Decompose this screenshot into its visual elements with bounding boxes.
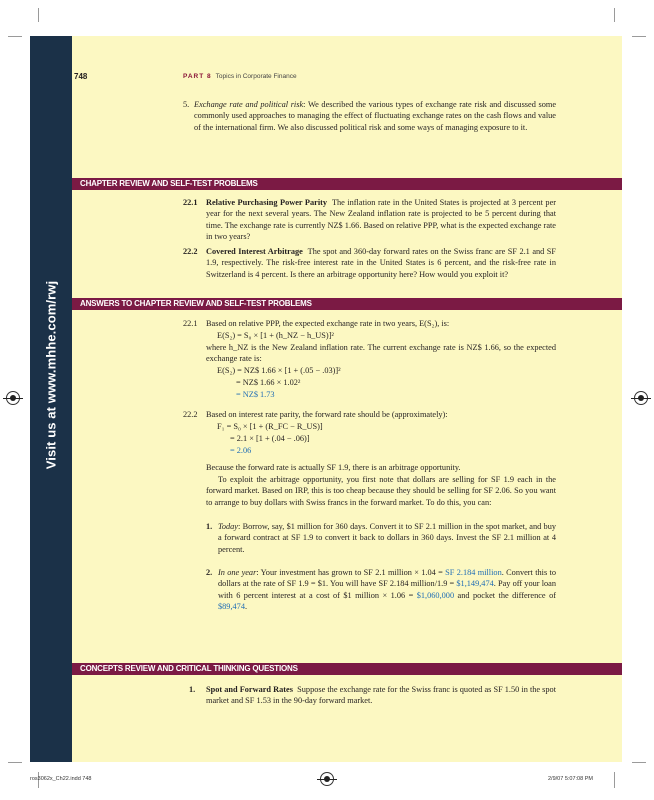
equation-result: = 2.06 [230,446,252,455]
section-banner-answers: ANSWERS TO CHAPTER REVIEW AND SELF-TEST PROBLEMS [72,298,622,310]
step-one-year: In one year: Your investment has grown to SF 2.1 million × 1.04 = SF 2.184 million. Convert this to dollars at the rate of SF 1.9 = $1. You will have SF 2.184 million/1.9 = $1,149,474. Pay off your loan with 6 percent interest at a cost of $1 million × 1.06 = $1,060,000 and pocket the difference of $89,474. [218,568,556,611]
problem-number: 22.1 [183,198,198,207]
problem-22-2: Covered Interest Arbitrage The spot and 360-day forward rates on the Swiss franc are SF 2.1 and SF 1.9, respectively. The risk-free interest rate in the United States is 6 percent, and the risk-free rate in Switzerland is 4 percent. Is there an arbitrage opportunity here? How would you exploit it? [206,247,557,279]
sidebar-url: Visit us at www.mhhe.com/rwj [43,280,59,470]
registration-mark-icon [634,391,648,405]
equation: E(S₂) = NZ$ 1.66 × [1 + (.05 − .03)]² [217,366,341,375]
registration-mark-icon [6,391,20,405]
footer-file: ros3062x_Ch22.indd 748 [30,776,92,782]
equation: F₁ = S₀ × [1 + (R_FC − R_US)] [217,422,323,431]
page-number: 748 [74,72,88,81]
question-number: 1. [189,685,196,694]
step-today: Today: Borrow, say, $1 million for 360 days. Convert it to SF 2.1 million in the spot market, and buy a forward contract at SF 1.9 to convert it back to dollars in 360 days. Invest the SF 2.1 million at 4 percent. [218,522,556,554]
problem-number: 22.2 [183,247,198,256]
answer-paragraph: Because the forward rate is actually SF 1.9, there is an arbitrage opportunity. [206,463,461,472]
section-banner-review: CHAPTER REVIEW AND SELF-TEST PROBLEMS [72,178,622,190]
equation: = 2.1 × [1 + (.04 − .06)] [230,434,310,443]
problem-22-1: Relative Purchasing Power Parity The inflation rate in the United States is projected at 3 percent per year for the next several years. The New Zealand inflation rate is projected to be 5 percent during that time. The exchange rate is currently NZ$ 1.66. Based on relative PPP, what is the expected exchange rate in two years? [206,198,557,241]
answer-intro: Based on interest rate parity, the forward rate should be (approximately): [206,410,448,419]
step-number: 2. [206,568,213,577]
section-banner-concepts: CONCEPTS REVIEW AND CRITICAL THINKING QUESTIONS [72,663,622,675]
item-number: 5. [183,100,190,109]
item-5-paragraph: Exchange rate and political risk: We described the various types of exchange rate risk and discussed some commonly used approaches to managing the effect of fluctuating exchange rates on the cash flows and value of the international firm. We also discussed political risk and some ways of managing exposure to it. [194,100,557,132]
question-1: Spot and Forward Rates Suppose the exchange rate for the Swiss franc is quoted as SF 1.50 in the spot market and SF 1.53 in the 90-day forward market. [206,685,557,706]
answer-number: 22.2 [183,410,198,419]
footer-timestamp: 2/9/07 5:07:08 PM [548,776,593,782]
equation-result: = NZ$ 1.73 [236,390,275,399]
answer-paragraph: To exploit the arbitrage opportunity, you first note that dollars are selling for SF 1.9 each in the forward market. Based on IRP, this is too cheap because they should be selling for SF 2.06. So you want to arrange to buy dollars with Swiss francs in the forward market. To do this, you can: [206,475,556,507]
answer-number: 22.1 [183,319,198,328]
answer-where: where h_NZ is the New Zealand inflation rate. The current exchange rate is NZ$ 1.66, so the expected exchange rate is: [206,343,556,364]
equation: E(S₂) = S₀ × [1 + (h_NZ − h_US)]² [217,331,334,340]
equation: = NZ$ 1.66 × 1.02² [236,378,301,387]
running-header: PART 8 Topics in Corporate Finance [183,73,297,80]
step-number: 1. [206,522,213,531]
page-background [30,36,622,762]
answer-intro: Based on relative PPP, the expected exchange rate in two years, E(S₂), is: [206,319,450,328]
registration-mark-icon [320,772,334,786]
